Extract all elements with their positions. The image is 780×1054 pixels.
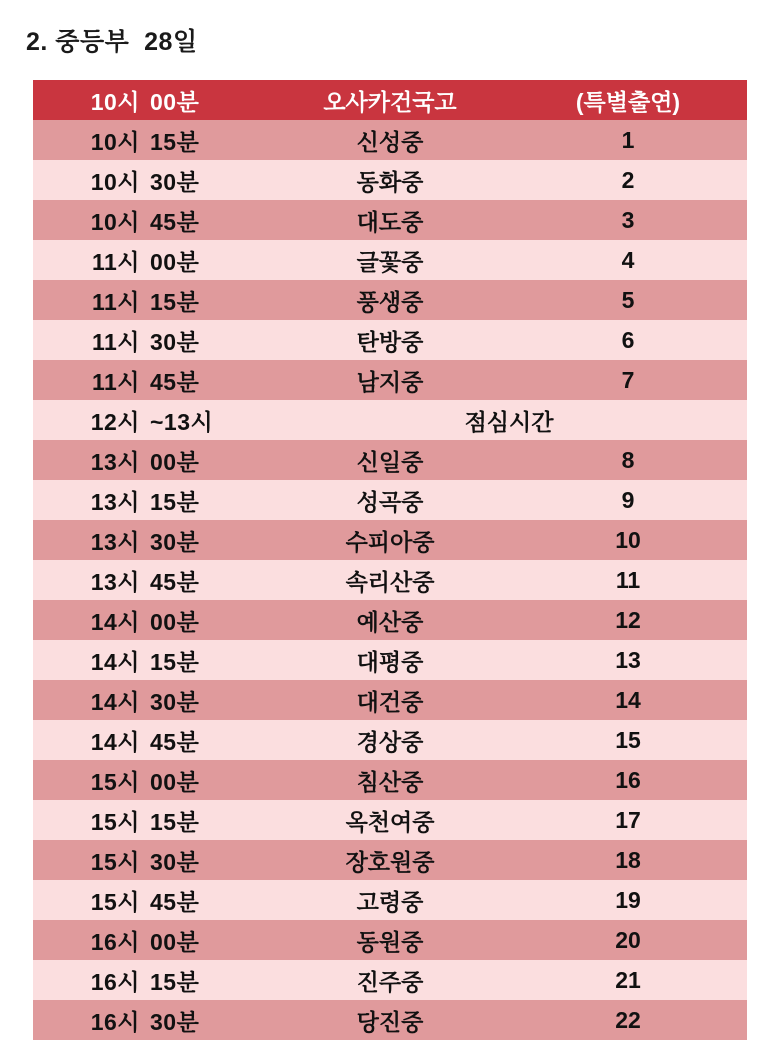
row-time-min: 00분 [150,448,200,475]
row-time-min: 45분 [150,568,200,595]
row-time-min: 30분 [150,168,200,195]
row-school-cell: 성곡중 [271,480,509,520]
row-school-cell: 속리산중 [271,560,509,600]
row-time-hour: 11시 [91,248,140,275]
row-time-cell [33,320,271,360]
row-time-min: 45분 [150,208,200,235]
row-time-cell [33,520,271,560]
row-time-hour: 13시 [90,448,140,475]
row-time-hour: 12시 [90,408,140,435]
row-time-cell [33,800,271,840]
table-header-row [33,80,747,120]
row-school-cell: 대건중 [271,680,509,720]
row-time-cell [33,600,271,640]
row-order-cell: 16 [509,760,747,800]
row-time-min: 15분 [150,968,200,995]
header-time-hour: 10시 [90,88,140,115]
row-time-min: 30분 [150,848,200,875]
row-time-cell [33,720,271,760]
row-order-cell: 19 [509,880,747,920]
table-row [33,1000,747,1040]
row-time-cell [33,240,271,280]
row-time-hour: 13시 [90,528,140,555]
row-time-hour: 15시 [90,808,140,835]
row-order-cell: 8 [509,440,747,480]
row-time-cell [33,680,271,720]
header-time-cell [33,80,271,120]
row-time-cell [33,760,271,800]
row-time-min: 45분 [150,728,200,755]
row-school-cell: 옥천여중 [271,800,509,840]
row-time-cell [33,840,271,880]
row-school-cell: 신일중 [271,440,509,480]
row-time-hour: 14시 [90,648,140,675]
row-order-cell: 6 [509,320,747,360]
row-time-hour: 13시 [90,568,140,595]
row-time-min: 30분 [150,328,200,355]
table-row [33,880,747,920]
table-row [33,640,747,680]
row-time-hour: 13시 [90,488,140,515]
row-time-cell [33,160,271,200]
row-time-min: 00분 [150,928,200,955]
row-order-cell: 17 [509,800,747,840]
row-school-cell: 남지중 [271,360,509,400]
schedule-table [33,80,747,1040]
schedule-table-body [33,80,747,1040]
row-time-min: 15분 [150,808,200,835]
row-time-min: 00분 [150,248,200,275]
row-school-cell: 예산중 [271,600,509,640]
table-row [33,480,747,520]
row-time-hour: 11시 [91,288,140,315]
row-time-min: 00분 [150,768,200,795]
row-time-cell [33,360,271,400]
row-school-cell: 동화중 [271,160,509,200]
row-time-min: 15분 [150,288,200,315]
row-time-cell [33,120,271,160]
header-order-cell: (특별출연) [509,80,747,120]
row-school-cell: 탄방중 [271,320,509,360]
table-row [33,760,747,800]
page-title: 2. 중등부 28일 [26,28,198,56]
row-order-cell: 20 [509,920,747,960]
row-time-min: 45분 [150,888,200,915]
row-order-cell: 14 [509,680,747,720]
row-time-hour: 14시 [90,688,140,715]
row-time-hour: 16시 [90,928,140,955]
schedule-table-container [33,80,747,1040]
row-order-cell: 4 [509,240,747,280]
table-row [33,160,747,200]
row-time-cell [33,1000,271,1040]
row-school-cell: 수피아중 [271,520,509,560]
table-row [33,360,747,400]
row-time-cell [33,200,271,240]
table-row [33,720,747,760]
row-school-cell: 대도중 [271,200,509,240]
row-time-cell [33,920,271,960]
table-row [33,920,747,960]
row-time-cell [33,960,271,1000]
row-lunch-cell: 점심시간 [271,400,747,440]
table-row [33,200,747,240]
row-time-hour: 14시 [90,608,140,635]
row-time-min: 15분 [150,488,200,515]
row-time-hour: 10시 [90,128,140,155]
row-time-min: 00분 [150,608,200,635]
table-row [33,800,747,840]
table-row [33,560,747,600]
row-time-cell [33,880,271,920]
table-row [33,240,747,280]
row-school-cell: 글꽃중 [271,240,509,280]
table-row [33,960,747,1000]
row-order-cell: 3 [509,200,747,240]
row-school-cell: 신성중 [271,120,509,160]
row-school-cell: 진주중 [271,960,509,1000]
row-time-hour: 10시 [90,208,140,235]
table-row [33,120,747,160]
row-time-hour: 11시 [91,328,140,355]
row-order-cell: 18 [509,840,747,880]
row-time-min: 15분 [150,648,200,675]
table-row [33,600,747,640]
row-school-cell: 당진중 [271,1000,509,1040]
row-time-min: 45분 [150,368,200,395]
row-time-min: 30분 [150,1008,200,1035]
row-order-cell: 2 [509,160,747,200]
row-school-cell: 풍생중 [271,280,509,320]
row-school-cell: 경상중 [271,720,509,760]
row-order-cell: 22 [509,1000,747,1040]
row-time-hour: 16시 [90,1008,140,1035]
row-time-hour: 14시 [90,728,140,755]
row-order-cell: 9 [509,480,747,520]
row-time-cell [33,640,271,680]
row-time-min: 15분 [150,128,200,155]
table-row [33,280,747,320]
row-time-hour: 10시 [90,168,140,195]
row-time-cell [33,400,271,440]
row-time-hour: 15시 [90,768,140,795]
row-time-hour: 16시 [90,968,140,995]
row-time-hour: 15시 [90,888,140,915]
row-time-min: 30분 [150,528,200,555]
row-order-cell: 21 [509,960,747,1000]
table-row [33,440,747,480]
row-time-cell [33,480,271,520]
row-time-cell [33,440,271,480]
row-order-cell: 5 [509,280,747,320]
row-time-cell [33,280,271,320]
row-time-hour: 11시 [91,368,140,395]
row-order-cell: 13 [509,640,747,680]
row-school-cell: 대평중 [271,640,509,680]
header-school-cell: 오사카건국고 [271,80,509,120]
row-school-cell: 동원중 [271,920,509,960]
row-order-cell: 1 [509,120,747,160]
row-time-cell [33,560,271,600]
row-school-cell: 장호원중 [271,840,509,880]
row-order-cell: 11 [509,560,747,600]
table-row [33,400,747,440]
row-order-cell: 15 [509,720,747,760]
row-order-cell: 12 [509,600,747,640]
row-time-min: 30분 [150,688,200,715]
row-time-min: ~13시 [150,408,214,435]
table-row [33,320,747,360]
row-order-cell: 7 [509,360,747,400]
row-time-hour: 15시 [90,848,140,875]
row-school-cell: 침산중 [271,760,509,800]
table-row [33,840,747,880]
row-school-cell: 고령중 [271,880,509,920]
header-time-min: 00분 [150,88,200,115]
table-row [33,680,747,720]
row-order-cell: 10 [509,520,747,560]
table-row [33,520,747,560]
